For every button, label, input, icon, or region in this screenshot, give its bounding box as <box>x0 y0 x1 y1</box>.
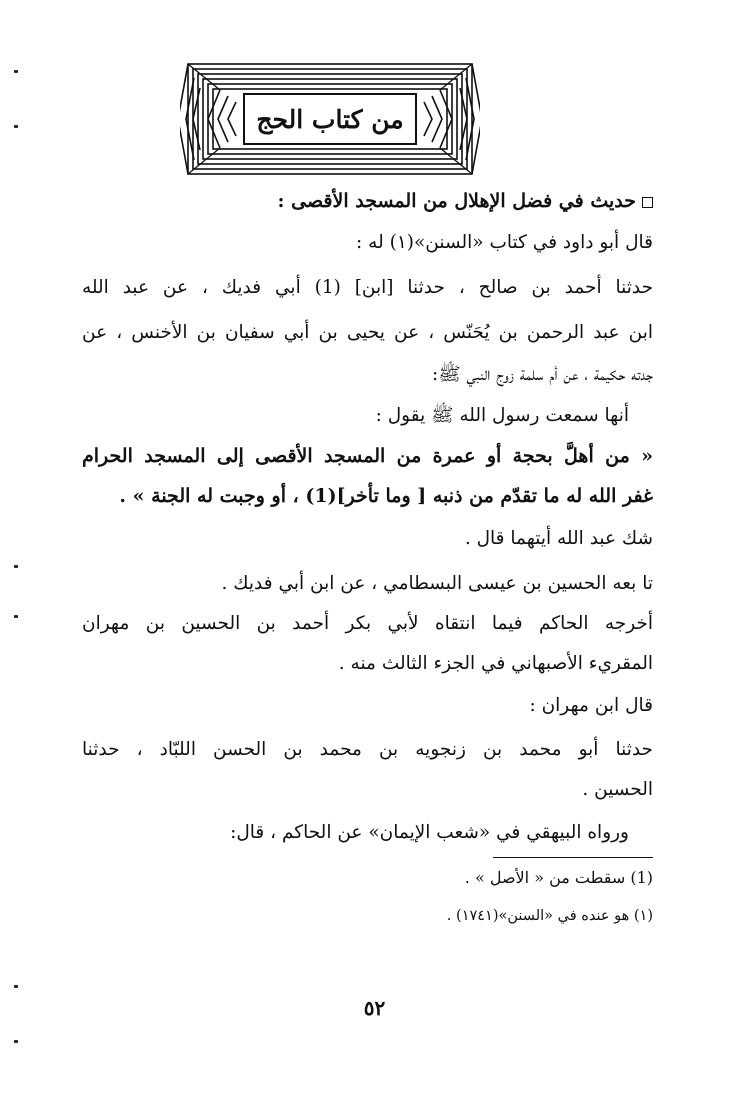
footnote: (١) هو عنده في «السنن»(١٧٤١) . <box>446 908 653 924</box>
page-number: ٥٢ <box>363 996 386 1020</box>
text-line: حدثنا أبو محمد بن زنجويه بن محمد بن الحسن اللبّاد ، حدثنا <box>82 739 653 760</box>
text-line: ابن عبد الرحمن بن يُحَنّس ، عن يحيى بن أبي سفيان بن الأخنس ، عن <box>82 322 653 343</box>
square-bullet-icon <box>642 197 653 208</box>
footnote-divider <box>493 857 653 858</box>
text-line: شك عبد الله أيتهما قال . <box>464 528 653 549</box>
hadith-text: غفر الله له ما تقدّم من ذنبه [ وما تأخر](1) ، أو وجبت له الجنة » . <box>119 485 653 507</box>
section-title: من كتاب الحج <box>256 104 404 134</box>
footnote: (1) سقطت من « الأصل » . <box>464 868 653 887</box>
text-line: أنها سمعت رسول الله ﷺ يقول : <box>375 405 629 426</box>
hadith-heading: حديث في فضل الإهلال من المسجد الأقصى : <box>277 188 653 214</box>
text-line: تا بعه الحسين بن عيسى البسطامي ، عن ابن أبي فديك . <box>221 573 653 594</box>
text-line: قال ابن مهران : <box>529 695 653 716</box>
text-line: الحسين . <box>582 779 653 800</box>
text-line: ورواه البيهقي في «شعب الإيمان» عن الحاكم ، قال: <box>230 822 629 843</box>
text-line: أخرجه الحاكم فيما انتقاه لأبي بكر أحمد بن الحسين بن مهران <box>82 613 653 634</box>
text-line: جدته حكيمة ، عن أم سلمة زوج النبي ﷺ: <box>432 364 653 385</box>
text-line: قال أبو داود في كتاب «السنن»(١) له : <box>356 232 653 253</box>
text-line: حدثنا أحمد بن صالح ، حدثنا [ابن] (1) أبي فديك ، عن عبد الله <box>82 277 654 298</box>
hadith-text: « من أهلَّ بحجة أو عمرة من المسجد الأقصى إلى المسجد الحرام <box>82 445 653 467</box>
text-line: المقريء الأصبهاني في الجزء الثالث منه . <box>338 653 653 674</box>
